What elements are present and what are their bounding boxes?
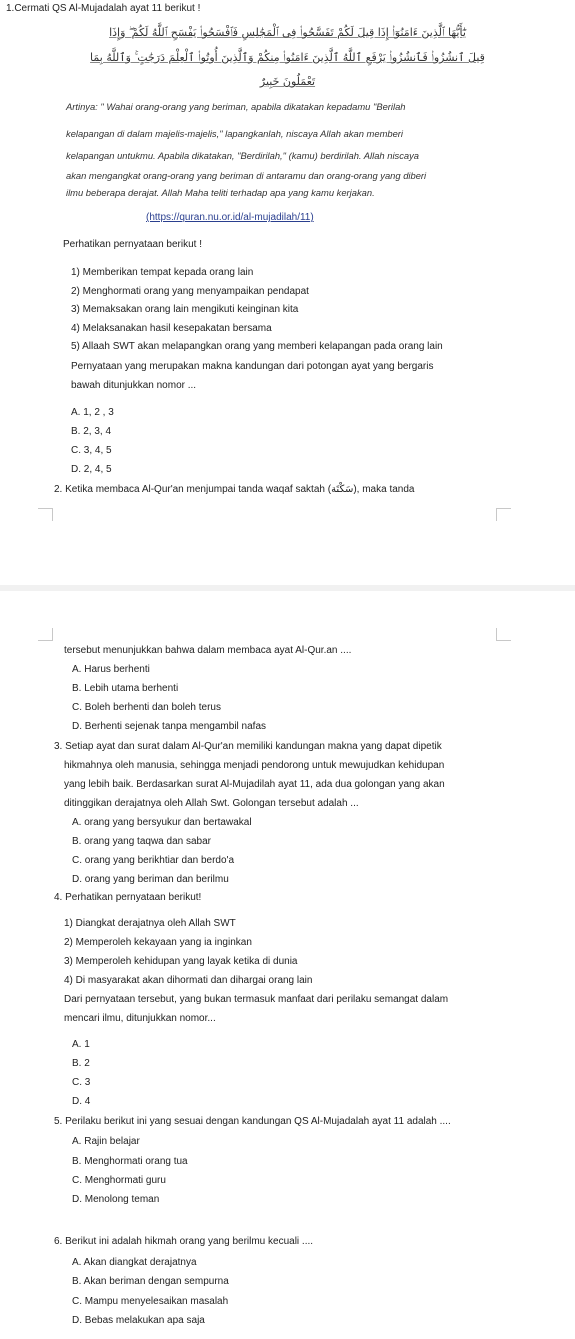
q1-option-c[interactable]: C. 3, 4, 5 bbox=[71, 445, 112, 456]
q1-instruction: Perhatikan pernyataan berikut ! bbox=[63, 239, 202, 250]
q1-translation-line-1: Artinya: " Wahai orang-orang yang beriman, apabila dikatakan kepadamu "Berilah bbox=[66, 101, 406, 112]
q2-stem-top: 2. Ketika membaca Al-Qur'an menjumpai tanda waqaf saktah (سَكْتَة), maka tanda bbox=[54, 484, 415, 495]
q1-arabic-line-1: يَٰٓأَيُّهَا ٱلَّذِينَ ءَامَنُوٓا۟ إِذَا قِيلَ لَكُمْ تَفَسَّحُوا۟ فِى ٱلْمَجَٰلِسِ فَٱفْسَحُوا۟ يَفْسَحِ ٱللَّهُ لَكُمْ ۖ وَإِذَا bbox=[109, 26, 466, 39]
q6-option-b[interactable]: B. Akan beriman dengan sempurna bbox=[72, 1276, 229, 1287]
q4-prompt-line-2: mencari ilmu, ditunjukkan nomor... bbox=[64, 1013, 216, 1024]
q3-option-a[interactable]: A. orang yang bersyukur dan bertawakal bbox=[72, 817, 252, 828]
q1-option-d[interactable]: D. 2, 4, 5 bbox=[71, 464, 112, 475]
q3-stem-line-1: 3. Setiap ayat dan surat dalam Al-Qur'an memiliki kandungan makna yang dapat dipetik bbox=[54, 741, 442, 752]
q2-option-b[interactable]: B. Lebih utama berhenti bbox=[72, 683, 179, 694]
q4-statement-4: 4) Di masyarakat akan dihormati dan dihargai orang lain bbox=[64, 975, 313, 986]
q5-option-c[interactable]: C. Menghormati guru bbox=[72, 1175, 166, 1186]
page-corner-top-left bbox=[38, 508, 53, 521]
q3-option-b[interactable]: B. orang yang taqwa dan sabar bbox=[72, 836, 211, 847]
q1-title: 1.Cermati QS Al-Mujadalah ayat 11 berikut ! bbox=[6, 3, 201, 14]
q2-option-c[interactable]: C. Boleh berhenti dan boleh terus bbox=[72, 702, 221, 713]
q1-statement-4: 4) Melaksanakan hasil kesepakatan bersama bbox=[71, 323, 272, 334]
q5-stem: 5. Perilaku berikut ini yang sesuai dengan kandungan QS Al-Mujadalah ayat 11 adalah .... bbox=[54, 1116, 451, 1127]
q4-statement-3: 3) Memperoleh kehidupan yang layak ketika di dunia bbox=[64, 956, 298, 967]
q4-title: 4. Perhatikan pernyataan berikut! bbox=[54, 892, 202, 903]
q4-option-b[interactable]: B. 2 bbox=[72, 1058, 90, 1069]
q2-stem-bottom: tersebut menunjukkan bahwa dalam membaca ayat Al-Qur.an .... bbox=[64, 645, 352, 656]
page-corner-bottom-right bbox=[496, 628, 511, 641]
q4-prompt-line-1: Dari pernyataan tersebut, yang bukan termasuk manfaat dari perilaku semangat dalam bbox=[64, 994, 449, 1005]
q1-statement-2: 2) Menghormati orang yang menyampaikan pendapat bbox=[71, 286, 309, 297]
page-corner-top-right bbox=[496, 508, 511, 521]
q1-statement-3: 3) Memaksakan orang lain mengikuti keinginan kita bbox=[71, 304, 299, 315]
q1-translation-line-5: ilmu beberapa derajat. Allah Maha teliti terhadap apa yang kamu kerjakan. bbox=[66, 187, 375, 198]
q1-option-b[interactable]: B. 2, 3, 4 bbox=[71, 426, 112, 437]
page-divider bbox=[0, 585, 575, 591]
q1-translation-line-4: akan mengangkat orang-orang yang beriman di antaramu dan orang-orang yang diberi bbox=[66, 170, 427, 181]
q5-option-d[interactable]: D. Menolong teman bbox=[72, 1194, 160, 1205]
q4-option-d[interactable]: D. 4 bbox=[72, 1096, 91, 1107]
q5-option-b[interactable]: B. Menghormati orang tua bbox=[72, 1156, 188, 1167]
q1-statement-5: 5) Allaah SWT akan melapangkan orang yang memberi kelapangan pada orang lain bbox=[71, 341, 443, 352]
q3-option-d[interactable]: D. orang yang beriman dan berilmu bbox=[72, 874, 229, 885]
q1-translation-line-2: kelapangan di dalam majelis-majelis," lapangkanlah, niscaya Allah akan memberi bbox=[66, 128, 404, 139]
q2-option-d[interactable]: D. Berhenti sejenak tanpa mengambil nafas bbox=[72, 721, 267, 732]
q3-stem-line-4: ditinggikan derajatnya oleh Allah Swt. Golongan tersebut adalah ... bbox=[64, 798, 359, 809]
q1-source-link[interactable]: (https://quran.nu.or.id/al-mujadilah/11) bbox=[146, 212, 314, 223]
q1-prompt-line-2: bawah ditunjukkan nomor ... bbox=[71, 380, 197, 391]
q6-option-c[interactable]: C. Mampu menyelesaikan masalah bbox=[72, 1296, 229, 1307]
q4-statement-1: 1) Diangkat derajatnya oleh Allah SWT bbox=[64, 918, 236, 929]
q6-stem: 6. Berikut ini adalah hikmah orang yang berilmu kecuali .... bbox=[54, 1236, 314, 1247]
q3-stem-line-2: hikmahnya oleh manusia, sehingga menjadi pendorong untuk mewujudkan kehidupan bbox=[64, 760, 445, 771]
q1-arabic-line-3: تَعْمَلُونَ خَبِيرٌ bbox=[259, 75, 316, 88]
q1-arabic-line-2: قِيلَ ٱنشُزُوا۟ فَٱنشُزُوا۟ يَرْفَعِ ٱللَّهُ ٱلَّذِينَ ءَامَنُوا۟ مِنكُمْ وَٱلَّذِينَ أُوتُوا۟ ٱلْعِلْمَ دَرَجَٰتٍ ۚ وَٱللَّهُ بِمَا bbox=[90, 51, 485, 64]
q1-translation-line-3: kelapangan untukmu. Apabila dikatakan, "Berdirilah," (kamu) berdirilah. Allah niscaya bbox=[66, 150, 420, 161]
q5-option-a[interactable]: A. Rajin belajar bbox=[72, 1136, 140, 1147]
page-corner-bottom-left bbox=[38, 628, 53, 641]
q4-statement-2: 2) Memperoleh kekayaan yang ia inginkan bbox=[64, 937, 252, 948]
q2-option-a[interactable]: A. Harus berhenti bbox=[72, 664, 150, 675]
q4-option-a[interactable]: A. 1 bbox=[72, 1039, 90, 1050]
q1-prompt-line-1: Pernyataan yang merupakan makna kandungan dari potongan ayat yang bergaris bbox=[71, 361, 434, 372]
q1-option-a[interactable]: A. 1, 2 , 3 bbox=[71, 407, 114, 418]
q1-statement-1: 1) Memberikan tempat kepada orang lain bbox=[71, 267, 254, 278]
q4-option-c[interactable]: C. 3 bbox=[72, 1077, 91, 1088]
q6-option-d[interactable]: D. Bebas melakukan apa saja bbox=[72, 1315, 205, 1326]
q3-stem-line-3: yang lebih baik. Berdasarkan surat Al-Mujadilah ayat 11, ada dua golongan yang akan bbox=[64, 779, 445, 790]
q3-option-c[interactable]: C. orang yang berikhtiar dan berdo'a bbox=[72, 855, 235, 866]
q6-option-a[interactable]: A. Akan diangkat derajatnya bbox=[72, 1257, 197, 1268]
